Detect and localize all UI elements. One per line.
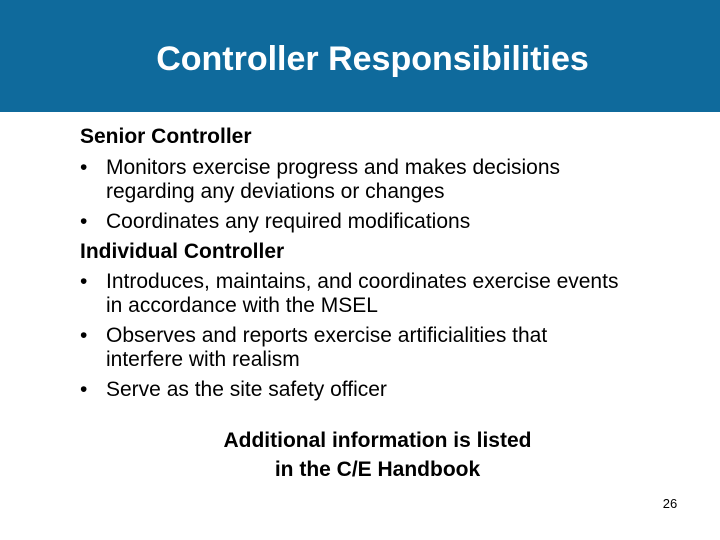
bullet-item <box>80 267 700 321</box>
bullet-marker: • <box>80 324 88 347</box>
bullet-marker: • <box>80 209 88 233</box>
section-senior-controller <box>80 122 700 237</box>
bullet-text: Coordinates any required modifications <box>106 209 471 233</box>
section-heading-individual-controller: Individual Controller <box>80 239 285 263</box>
slide-content <box>80 122 700 405</box>
note-line-2: in the C/E Handbook <box>274 458 481 481</box>
bullet-item <box>80 207 700 237</box>
bullet-marker: • <box>80 155 88 179</box>
bullet-text: Serve as the site safety officer <box>106 378 387 401</box>
bullet-text: Introduces, maintains, and coordinates exercise events in accordance with the MSEL <box>106 270 619 317</box>
note-line-1: Additional information is listed <box>223 429 532 452</box>
bullet-list-individual-controller <box>80 267 700 405</box>
page-number: 26 <box>662 496 678 511</box>
section-individual-controller <box>80 237 700 406</box>
bullet-item <box>80 375 700 405</box>
bullet-marker: • <box>80 378 88 401</box>
title-bar <box>0 0 720 112</box>
bullet-text: Observes and reports exercise artificialities that interfere with realism <box>106 324 548 371</box>
bullet-item <box>80 153 700 207</box>
slide-title: Controller Responsibilities <box>156 40 589 78</box>
additional-info-note <box>190 426 565 484</box>
bullet-item <box>80 321 700 375</box>
bullet-list-senior-controller <box>80 153 700 237</box>
section-heading-senior-controller: Senior Controller <box>80 125 252 148</box>
bullet-text: Monitors exercise progress and makes decisions regarding any deviations or changes <box>106 155 561 203</box>
bullet-marker: • <box>80 270 88 293</box>
